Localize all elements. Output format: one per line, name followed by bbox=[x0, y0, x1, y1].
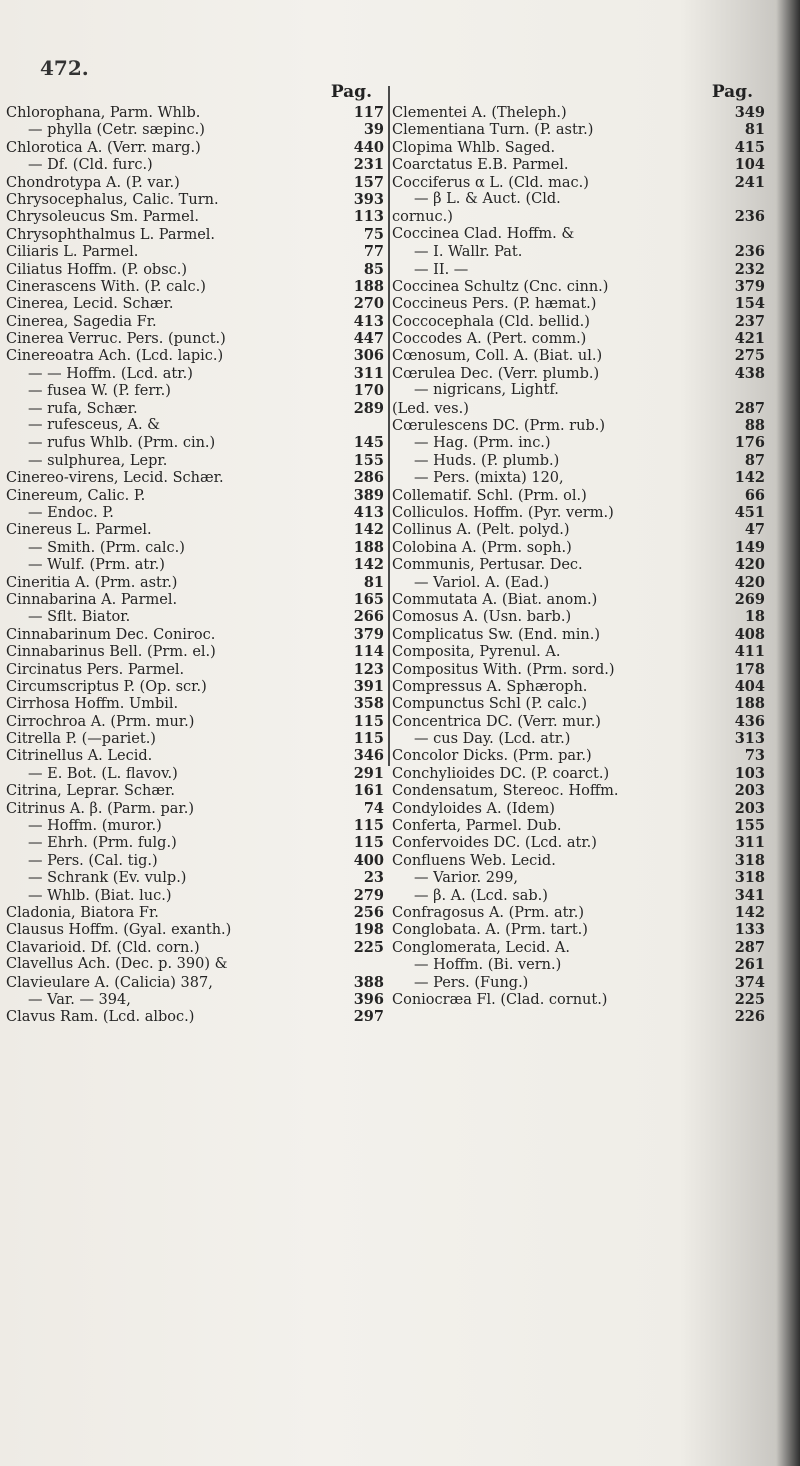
entry-text: — sulphurea, Lepr. bbox=[28, 452, 168, 469]
entry-page: 313 bbox=[734, 730, 765, 748]
entry-page: 270 bbox=[353, 295, 384, 313]
index-entry bbox=[6, 713, 386, 730]
entry-text: Chrysoleucus Sm. Parmel. bbox=[6, 209, 199, 226]
index-entry bbox=[6, 261, 386, 278]
index-entry bbox=[392, 487, 767, 504]
index-entry bbox=[392, 643, 767, 660]
entry-text: Cinnabarinum Dec. Coniroc. bbox=[6, 626, 216, 643]
index-entry bbox=[392, 626, 767, 643]
entry-page: 421 bbox=[734, 330, 765, 348]
index-entry bbox=[6, 434, 386, 451]
index-entry bbox=[392, 156, 767, 173]
entry-page: 77 bbox=[363, 243, 384, 261]
entry-text: Coccodes A. (Pert. comm.) bbox=[392, 331, 587, 348]
index-entry bbox=[392, 295, 767, 312]
blank-page-area bbox=[0, 770, 800, 1466]
entry-text: — Schrank (Ev. vulp.) bbox=[28, 870, 187, 887]
entry-text: — E. Bot. (L. flavov.) bbox=[28, 765, 178, 782]
index-entry bbox=[6, 504, 386, 521]
index-entry bbox=[392, 365, 767, 382]
entry-text: Conchylioides DC. (P. coarct.) bbox=[392, 765, 610, 782]
entry-page: 451 bbox=[734, 503, 765, 521]
index-entry bbox=[6, 556, 386, 573]
entry-text: — phylla (Cetr. sæpinc.) bbox=[28, 122, 205, 139]
index-entry bbox=[392, 313, 767, 330]
entry-page: 165 bbox=[353, 590, 384, 608]
index-entry bbox=[392, 504, 767, 521]
index-entry bbox=[392, 469, 767, 486]
index-entry bbox=[6, 539, 386, 556]
entry-text: Colliculos. Hoffm. (Pyr. verm.) bbox=[392, 504, 614, 521]
entry-text: — Ehrh. (Prm. fulg.) bbox=[28, 835, 177, 852]
entry-text: Colobina A. (Prm. soph.) bbox=[392, 539, 572, 556]
entry-page: 81 bbox=[363, 573, 384, 591]
index-entry bbox=[6, 104, 386, 121]
entry-page: 447 bbox=[353, 330, 384, 348]
entry-text: — Hoffm. (muror.) bbox=[28, 818, 162, 835]
index-entry bbox=[6, 591, 386, 608]
index-entry bbox=[6, 226, 386, 243]
entry-text: Compositus With. (Prm. sord.) bbox=[392, 661, 615, 678]
entry-page: 318 bbox=[734, 851, 765, 869]
entry-text: (Led. ves.) bbox=[392, 400, 469, 417]
entry-page: 420 bbox=[734, 573, 765, 591]
entry-text: — Hoffm. (Bi. vern.) bbox=[414, 957, 562, 974]
entry-page: 23 bbox=[363, 869, 384, 887]
entry-text: Citrella P. (—pariet.) bbox=[6, 731, 156, 748]
index-entry bbox=[6, 695, 386, 712]
index-entry bbox=[392, 452, 767, 469]
entry-page: 123 bbox=[353, 660, 384, 678]
index-entry bbox=[6, 365, 386, 382]
entry-text: Chondrotypa A. (P. var.) bbox=[6, 174, 180, 191]
entry-text: Clementei A. (Theleph.) bbox=[392, 105, 567, 121]
entry-page: 142 bbox=[734, 469, 765, 487]
index-entry bbox=[392, 400, 767, 417]
entry-text: Confervoides DC. (Lcd. atr.) bbox=[392, 835, 597, 852]
entry-text: — fusea W. (P. ferr.) bbox=[28, 383, 171, 400]
entry-page: 155 bbox=[734, 817, 765, 835]
index-entry bbox=[392, 608, 767, 625]
index-entry bbox=[392, 574, 767, 591]
entry-page: 306 bbox=[353, 347, 384, 365]
entry-text: — β L. & Auct. (Cld. bbox=[414, 190, 561, 207]
entry-page: 170 bbox=[353, 382, 384, 400]
entry-page: 388 bbox=[353, 973, 384, 991]
entry-text: Cinerea Verruc. Pers. (punct.) bbox=[6, 331, 226, 348]
entry-text: Ciliaris L. Parmel. bbox=[6, 244, 139, 261]
entry-page: 232 bbox=[734, 260, 765, 278]
entry-text: Citrina, Leprar. Schær. bbox=[6, 783, 175, 800]
index-entry bbox=[6, 330, 386, 347]
entry-text: — Wulf. (Prm. atr.) bbox=[28, 557, 165, 574]
entry-text: — Pers. (Cal. tig.) bbox=[28, 852, 158, 869]
entry-text: — Sflt. Biator. bbox=[28, 609, 131, 626]
entry-page: 279 bbox=[353, 886, 384, 904]
entry-page: 393 bbox=[353, 190, 384, 208]
entry-page: 231 bbox=[353, 156, 384, 174]
entry-text: — rufa, Schær. bbox=[28, 400, 138, 417]
entry-page: 396 bbox=[353, 990, 384, 1008]
entry-page: 142 bbox=[353, 521, 384, 539]
entry-page: 188 bbox=[353, 538, 384, 556]
index-entry bbox=[6, 208, 386, 225]
entry-text: Clavieulare A. (Calicia) 387, bbox=[6, 974, 213, 991]
entry-page: 75 bbox=[363, 225, 384, 243]
entry-page: 311 bbox=[353, 364, 384, 382]
entry-page: 81 bbox=[744, 121, 765, 139]
entry-text: Circumscriptus P. (Op. scr.) bbox=[6, 678, 207, 695]
entry-text: Cœrulea Dec. (Verr. plumb.) bbox=[392, 365, 600, 382]
index-entry bbox=[6, 278, 386, 295]
index-entry bbox=[392, 730, 767, 747]
entry-page: 438 bbox=[734, 364, 765, 382]
entry-text: Cœrulescens DC. (Prm. rub.) bbox=[392, 418, 606, 435]
entry-text: — rufus Whlb. (Prm. cin.) bbox=[28, 435, 216, 452]
entry-page: 287 bbox=[734, 399, 765, 417]
entry-text: — rufesceus, A. & bbox=[28, 417, 161, 434]
entry-page: 226 bbox=[734, 1008, 765, 1026]
entry-text: — — Hoffm. (Lcd. atr.) bbox=[28, 365, 193, 382]
index-entry bbox=[6, 521, 386, 538]
entry-page: 286 bbox=[353, 469, 384, 487]
index-entry bbox=[392, 661, 767, 678]
index-entry bbox=[6, 417, 386, 434]
entry-page: 115 bbox=[353, 834, 384, 852]
index-entry bbox=[6, 661, 386, 678]
entry-page: 39 bbox=[363, 121, 384, 139]
entry-text: Cinnabarinus Bell. (Prm. el.) bbox=[6, 644, 216, 661]
entry-page: 236 bbox=[734, 208, 765, 226]
index-entry bbox=[392, 330, 767, 347]
index-entry bbox=[392, 556, 767, 573]
index-entry bbox=[6, 626, 386, 643]
index-entry bbox=[6, 487, 386, 504]
entry-page: 74 bbox=[363, 799, 384, 817]
entry-text: — Pers. (mixta) 120, bbox=[414, 470, 564, 487]
entry-text: — Huds. (P. plumb.) bbox=[414, 452, 560, 469]
entry-page: 155 bbox=[353, 451, 384, 469]
entry-page: 142 bbox=[353, 556, 384, 574]
index-entry bbox=[6, 452, 386, 469]
entry-text: Compressus A. Sphæroph. bbox=[392, 678, 588, 695]
entry-text: Cinerea, Lecid. Schær. bbox=[6, 296, 174, 313]
index-entry bbox=[6, 382, 386, 399]
entry-page: 85 bbox=[363, 260, 384, 278]
entry-page: 114 bbox=[353, 643, 384, 661]
entry-text: Commutata A. (Biat. anom.) bbox=[392, 591, 598, 608]
entry-text: Cocciferus α L. (Cld. mac.) bbox=[392, 174, 589, 191]
index-entry bbox=[6, 678, 386, 695]
index-entry bbox=[392, 104, 767, 121]
index-entry bbox=[6, 295, 386, 312]
entry-text: Condyloides A. (Idem) bbox=[392, 800, 555, 817]
entry-page: 188 bbox=[353, 277, 384, 295]
entry-page: 176 bbox=[734, 434, 765, 452]
entry-page: 115 bbox=[353, 730, 384, 748]
entry-text: — II. — bbox=[414, 261, 469, 278]
index-column-right bbox=[392, 82, 767, 1026]
entry-text: Coniocræa Fl. (Clad. cornut.) bbox=[392, 991, 608, 1008]
entry-text: Cinereum, Calic. P. bbox=[6, 487, 146, 504]
index-entry bbox=[392, 191, 767, 208]
entry-text: cornuc.) bbox=[392, 209, 453, 226]
entry-text: Concentrica DC. (Verr. mur.) bbox=[392, 713, 601, 730]
index-entry bbox=[6, 347, 386, 364]
entry-page: 113 bbox=[353, 208, 384, 226]
entry-text: Conglomerata, Lecid. A. bbox=[392, 939, 570, 956]
entry-page: 346 bbox=[353, 747, 384, 765]
page-number: 472. bbox=[40, 56, 89, 80]
entry-text: Condensatum, Stereoc. Hoffm. bbox=[392, 783, 619, 800]
entry-text: Confluens Web. Lecid. bbox=[392, 852, 556, 869]
index-entry bbox=[392, 226, 767, 243]
index-entry bbox=[392, 243, 767, 260]
entry-text: Complicatus Sw. (End. min.) bbox=[392, 626, 601, 643]
entry-page: 341 bbox=[734, 886, 765, 904]
entry-text: Conglobata. A. (Prm. tart.) bbox=[392, 922, 588, 939]
entry-text: Chlorophana, Parm. Whlb. bbox=[6, 105, 201, 121]
entry-page: 379 bbox=[734, 277, 765, 295]
entry-page: 241 bbox=[734, 173, 765, 191]
entry-text: — I. Wallr. Pat. bbox=[414, 244, 523, 261]
entry-text: Coccinea Clad. Hoffm. & bbox=[392, 225, 575, 242]
index-entry bbox=[392, 417, 767, 434]
entry-text: — Whlb. (Biat. luc.) bbox=[28, 887, 172, 904]
index-entry bbox=[6, 174, 386, 191]
column-header-left: Pag. bbox=[330, 82, 372, 102]
index-column-left bbox=[6, 82, 386, 1026]
entry-page: 358 bbox=[353, 695, 384, 713]
entry-text: — nigricans, Lightf. bbox=[414, 382, 559, 399]
entry-page: 225 bbox=[734, 990, 765, 1008]
entry-page: 413 bbox=[353, 312, 384, 330]
entry-page: 115 bbox=[353, 817, 384, 835]
column-divider bbox=[388, 86, 390, 766]
entry-text: Clopima Whlb. Saged. bbox=[392, 139, 556, 156]
index-entry bbox=[392, 434, 767, 451]
entry-text: Citrinus A. β. (Parm. par.) bbox=[6, 800, 194, 817]
index-entry bbox=[6, 400, 386, 417]
entry-page: 289 bbox=[353, 399, 384, 417]
index-entry bbox=[392, 747, 767, 764]
entry-page: 318 bbox=[734, 869, 765, 887]
entry-text: Cœnosum, Coll. A. (Biat. ul.) bbox=[392, 348, 603, 365]
entry-text: Collinus A. (Pelt. polyd.) bbox=[392, 522, 570, 539]
entry-page: 275 bbox=[734, 347, 765, 365]
entry-text: — Hag. (Prm. inc.) bbox=[414, 435, 551, 452]
entry-page: 291 bbox=[353, 764, 384, 782]
index-entry bbox=[392, 382, 767, 399]
entry-page: 374 bbox=[734, 973, 765, 991]
entry-text: Conferta, Parmel. Dub. bbox=[392, 818, 562, 835]
entry-text: Cinereus L. Parmel. bbox=[6, 522, 152, 539]
entry-page: 413 bbox=[353, 503, 384, 521]
entry-text: Cineritia A. (Prm. astr.) bbox=[6, 574, 178, 591]
entry-page: 188 bbox=[734, 695, 765, 713]
entry-page: 237 bbox=[734, 312, 765, 330]
entry-page: 73 bbox=[744, 747, 765, 765]
index-entry bbox=[392, 208, 767, 225]
entry-text: — Var. — 394, bbox=[28, 991, 131, 1008]
entry-text: Cirrochroa A. (Prm. mur.) bbox=[6, 713, 195, 730]
entry-page: 408 bbox=[734, 625, 765, 643]
entry-text: Clementiana Turn. (P. astr.) bbox=[392, 122, 594, 139]
index-entry bbox=[392, 278, 767, 295]
index-entry bbox=[6, 643, 386, 660]
entry-page: 154 bbox=[734, 295, 765, 313]
entry-page: 415 bbox=[734, 138, 765, 156]
entry-page: 66 bbox=[744, 486, 765, 504]
index-entry bbox=[392, 121, 767, 138]
entry-text: — Variol. A. (Ead.) bbox=[414, 574, 550, 591]
index-entry bbox=[392, 139, 767, 156]
entry-text: Clausus Hoffm. (Gyal. exanth.) bbox=[6, 922, 232, 939]
entry-page: 391 bbox=[353, 677, 384, 695]
entry-page: 88 bbox=[744, 417, 765, 435]
entry-page: 379 bbox=[353, 625, 384, 643]
entry-text: — Df. (Cld. furc.) bbox=[28, 157, 153, 174]
index-entry bbox=[6, 139, 386, 156]
entry-page: 203 bbox=[734, 782, 765, 800]
entry-page: 47 bbox=[744, 521, 765, 539]
entry-page: 440 bbox=[353, 138, 384, 156]
entry-page: 436 bbox=[734, 712, 765, 730]
entry-text: Cladonia, Biatora Fr. bbox=[6, 904, 159, 921]
index-entry bbox=[392, 347, 767, 364]
entry-text: Clavarioid. Df. (Cld. corn.) bbox=[6, 939, 200, 956]
entry-page: 161 bbox=[353, 782, 384, 800]
entry-page: 349 bbox=[734, 104, 765, 121]
index-entry bbox=[6, 191, 386, 208]
index-entry bbox=[392, 261, 767, 278]
index-entry bbox=[6, 156, 386, 173]
entry-page: 142 bbox=[734, 903, 765, 921]
entry-text: Comosus A. (Usn. barb.) bbox=[392, 609, 572, 626]
entry-text: Clavus Ram. (Lcd. alboc.) bbox=[6, 1009, 195, 1026]
index-entry bbox=[6, 313, 386, 330]
entry-text: Compunctus Schl (P. calc.) bbox=[392, 696, 587, 713]
index-entry bbox=[6, 121, 386, 138]
entry-text: — Smith. (Prm. calc.) bbox=[28, 539, 185, 556]
entry-text: Chrysophthalmus L. Parmel. bbox=[6, 226, 216, 243]
entry-text: Clavellus Ach. (Dec. p. 390) & bbox=[6, 956, 228, 973]
entry-page: 87 bbox=[744, 451, 765, 469]
entry-text: Cinereoatra Ach. (Lcd. lapic.) bbox=[6, 348, 224, 365]
entry-page: 311 bbox=[734, 834, 765, 852]
entry-page: 287 bbox=[734, 938, 765, 956]
index-entry bbox=[6, 608, 386, 625]
entry-text: Cirrhosa Hoffm. Umbil. bbox=[6, 696, 179, 713]
entry-text: Collematif. Schl. (Prm. ol.) bbox=[392, 487, 587, 504]
entry-text: — Pers. (Fung.) bbox=[414, 974, 529, 991]
entry-page: 389 bbox=[353, 486, 384, 504]
index-entry bbox=[392, 713, 767, 730]
entry-page: 269 bbox=[734, 590, 765, 608]
entry-text: Ciliatus Hoffm. (P. obsc.) bbox=[6, 261, 188, 278]
index-entry bbox=[6, 469, 386, 486]
entry-page: 266 bbox=[353, 608, 384, 626]
entry-text: Communis, Pertusar. Dec. bbox=[392, 557, 583, 574]
entry-text: — Varior. 299, bbox=[414, 870, 519, 887]
entry-text: Confragosus A. (Prm. atr.) bbox=[392, 904, 585, 921]
entry-page: 149 bbox=[734, 538, 765, 556]
entry-text: Cinerea, Sagedia Fr. bbox=[6, 313, 157, 330]
entry-page: 256 bbox=[353, 903, 384, 921]
entry-page: 157 bbox=[353, 173, 384, 191]
entry-page: 103 bbox=[734, 764, 765, 782]
index-entry bbox=[6, 574, 386, 591]
entry-page: 115 bbox=[353, 712, 384, 730]
entry-text: Circinatus Pers. Parmel. bbox=[6, 661, 185, 678]
entry-text: Coccocephala (Cld. bellid.) bbox=[392, 313, 590, 330]
entry-page: 261 bbox=[734, 956, 765, 974]
index-entry bbox=[392, 695, 767, 712]
entry-page: 178 bbox=[734, 660, 765, 678]
entry-page: 198 bbox=[353, 921, 384, 939]
entry-page: 203 bbox=[734, 799, 765, 817]
entry-text: — β. A. (Lcd. sab.) bbox=[414, 887, 548, 904]
entry-text: Cinnabarina A. Parmel. bbox=[6, 591, 178, 608]
entry-page: 420 bbox=[734, 556, 765, 574]
entry-text: Citrinellus A. Lecid. bbox=[6, 748, 153, 765]
entry-page: 225 bbox=[353, 938, 384, 956]
entry-text: Chlorotica A. (Verr. marg.) bbox=[6, 139, 201, 156]
index-entry bbox=[6, 730, 386, 747]
entry-page: 236 bbox=[734, 243, 765, 261]
entry-text: Coarctatus E.B. Parmel. bbox=[392, 157, 569, 174]
column-header-right: Pag. bbox=[711, 82, 753, 102]
entry-text: Concolor Dicks. (Prm. par.) bbox=[392, 748, 592, 765]
index-entry bbox=[6, 243, 386, 260]
entry-text: Composita, Pyrenul. A. bbox=[392, 644, 561, 661]
entry-text: — cus Day. (Lcd. atr.) bbox=[414, 731, 571, 748]
entry-page: 400 bbox=[353, 851, 384, 869]
index-entry bbox=[392, 521, 767, 538]
entry-page: 145 bbox=[353, 434, 384, 452]
entry-text: Chrysocephalus, Calic. Turn. bbox=[6, 191, 219, 208]
index-entry bbox=[392, 539, 767, 556]
entry-text: Coccineus Pers. (P. hæmat.) bbox=[392, 296, 597, 313]
entry-page: 18 bbox=[744, 608, 765, 626]
entry-text: — Endoc. P. bbox=[28, 504, 114, 521]
entry-page: 297 bbox=[353, 1008, 384, 1026]
entry-text: Coccinea Schultz (Cnc. cinn.) bbox=[392, 278, 609, 295]
entry-page: 117 bbox=[353, 104, 384, 121]
entry-page: 411 bbox=[734, 643, 765, 661]
index-entry bbox=[392, 591, 767, 608]
entry-text: Cinereo-virens, Lecid. Schær. bbox=[6, 470, 224, 487]
index-entry bbox=[6, 747, 386, 764]
index-entry bbox=[392, 174, 767, 191]
entry-text: Cinerascens With. (P. calc.) bbox=[6, 278, 206, 295]
entry-page: 404 bbox=[734, 677, 765, 695]
entry-page: 104 bbox=[734, 156, 765, 174]
index-entry bbox=[392, 678, 767, 695]
entry-page: 133 bbox=[734, 921, 765, 939]
